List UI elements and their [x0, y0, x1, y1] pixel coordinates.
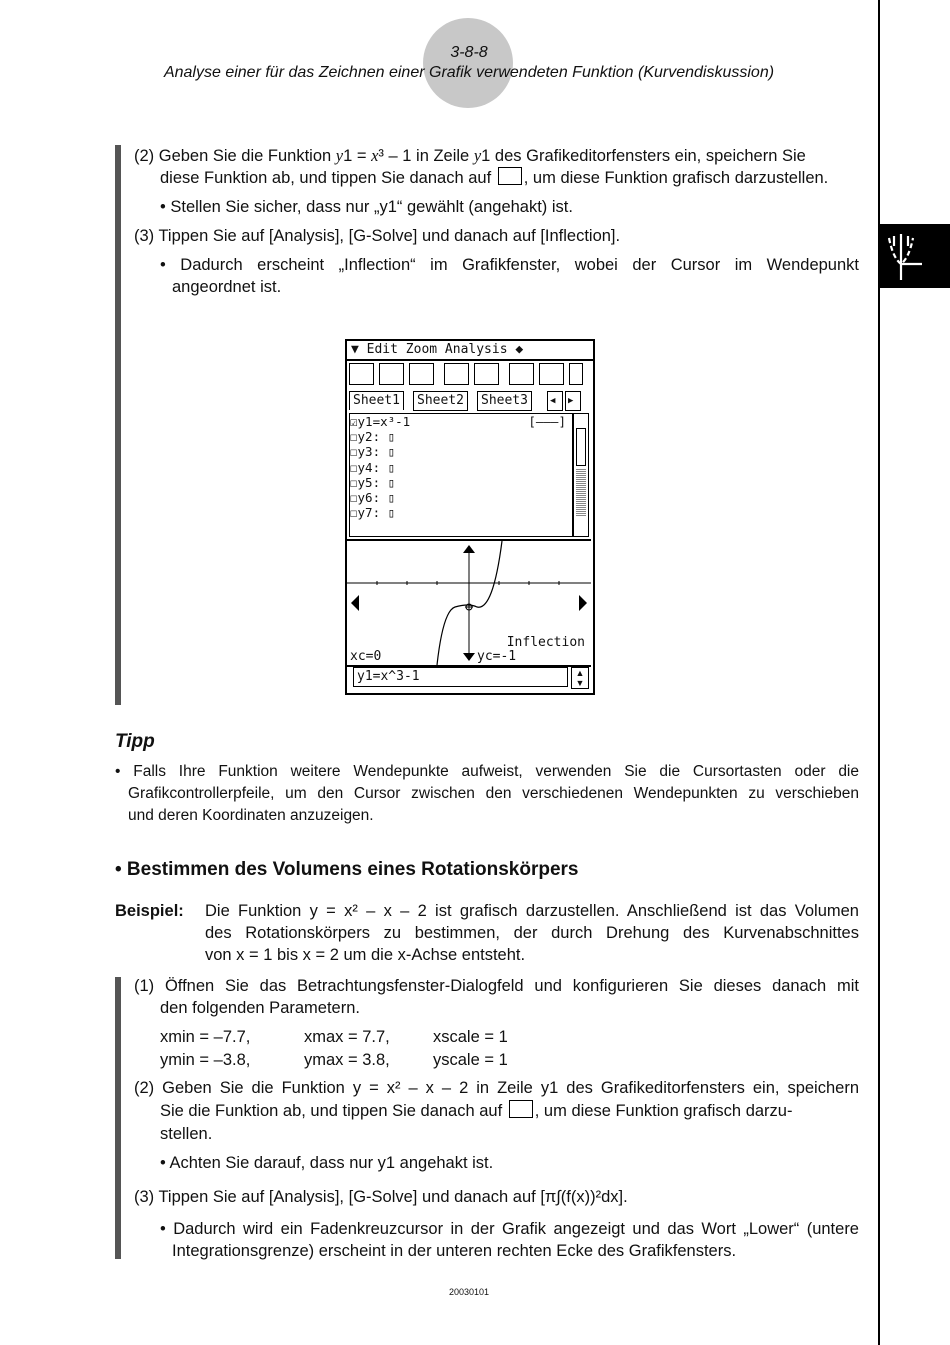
page-number: 3-8-8 — [450, 44, 488, 61]
tipp-line1: • Falls Ihre Funktion weitere Wendepunkte aufweist, verwenden Sie die Cursortasten oder die — [115, 763, 859, 780]
s2-step1-line1: (1) Öffnen Sie das Betrachtungsfenster-Dialogfeld und konfigurieren Sie dieses danach mit — [134, 977, 859, 995]
param-xmin: xmin = –7.7, — [160, 1028, 251, 1046]
example-line3: von x = 1 bis x = 2 um die x-Achse entsteht. — [205, 946, 526, 964]
scroll-track[interactable] — [576, 468, 586, 516]
menu-more-icon[interactable]: ◆ — [515, 342, 524, 357]
procedure-bar — [115, 977, 121, 1259]
scroll-right-icon — [579, 595, 587, 611]
function-row[interactable]: ☐y5: ▯ — [350, 474, 396, 490]
page-number-badge — [423, 18, 513, 108]
function-row[interactable]: ☐y6: ▯ — [350, 490, 396, 506]
entry-scroll-icon[interactable]: ▲ ▼ — [571, 667, 589, 689]
tipp-heading: Tipp — [115, 731, 155, 752]
param-ymin: ymin = –3.8, — [160, 1051, 251, 1069]
tab-sheet2[interactable]: Sheet2 — [413, 391, 468, 411]
s1-bullet2-line1: • Dadurch erscheint „Inflection“ im Grafikfenster, wobei der Cursor im Wendepunkt — [160, 256, 859, 274]
s1-step2-line2: diese Funktion ab, und tippen Sie danach auf , um diese Funktion grafisch darzustellen. — [160, 169, 829, 187]
inflection-label: Inflection — [506, 635, 585, 650]
tipp-line2: Grafikcontrollerpfeile, um den Cursor zwischen den verschiedenen Wendepunkten zu verschieben — [128, 785, 859, 802]
scroll-up-icon — [463, 545, 475, 553]
function-list — [349, 413, 573, 537]
procedure-bar — [115, 145, 121, 705]
page-title: Analyse einer für das Zeichnen einer Grafik verwendeten Funktion (Kurvendiskussion) — [163, 64, 775, 81]
scroll-down-icon — [463, 653, 475, 661]
menu-bar[interactable] — [347, 341, 593, 361]
param-yscale: yscale = 1 — [433, 1051, 508, 1069]
toolbar-button-7[interactable] — [539, 363, 564, 385]
graph-chapter-icon — [880, 224, 950, 288]
example-line2: des Rotationskörpers zu bestimmen, der durch Drehung des Kurvenabschnittes — [205, 924, 859, 942]
graph-button-icon — [498, 167, 522, 185]
s1-step3: (3) Tippen Sie auf [Analysis], [G-Solve] und danach auf [Inflection]. — [134, 227, 621, 245]
function-row[interactable]: ☑y1=x³-1 [———] — [350, 414, 566, 429]
param-xmax: xmax = 7.7, — [304, 1028, 390, 1046]
toolbar-button-6[interactable] — [509, 363, 534, 385]
tab-next-icon[interactable]: ▶ — [565, 391, 581, 411]
graph-button-icon — [509, 1100, 533, 1118]
scroll-thumb[interactable] — [576, 428, 586, 466]
section-heading: • Bestimmen des Volumens eines Rotationskörpers — [115, 859, 579, 880]
s2-bullet2-line2: Integrationsgrenze) erscheint in der unteren rechten Ecke des Grafikfensters. — [172, 1242, 737, 1260]
xc-readout: xc=0 — [350, 649, 382, 664]
param-xscale: xscale = 1 — [433, 1028, 508, 1046]
chapter-tab — [880, 224, 950, 288]
calculator-screen — [345, 339, 595, 695]
s2-bullet2-line1: • Dadurch wird ein Fadenkreuzcursor in der Grafik angezeigt und das Wort „Lower“ (untere — [160, 1220, 859, 1238]
function-row[interactable]: ☐y3: ▯ — [350, 444, 396, 460]
tab-prev-icon[interactable]: ◀ — [547, 391, 563, 411]
yc-readout: yc=-1 — [477, 649, 517, 664]
toolbar-button-2[interactable] — [379, 363, 404, 385]
menu-labels[interactable]: Edit Zoom Analysis — [366, 342, 508, 357]
toolbar-button-1[interactable] — [349, 363, 374, 385]
tab-sheet1[interactable]: Sheet1 — [349, 391, 404, 410]
example-line1: Die Funktion y = x² – x – 2 ist grafisch darzustellen. Anschließend ist das Volumen — [205, 902, 859, 920]
s2-step1-line2: den folgenden Parametern. — [160, 999, 360, 1017]
function-row[interactable]: ☐y2: ▯ — [350, 429, 396, 445]
s2-step3: (3) Tippen Sie auf [Analysis], [G-Solve] und danach auf [π∫(f(x))²dx]. — [134, 1188, 628, 1206]
s2-step2-line3: stellen. — [160, 1125, 213, 1143]
s2-step2-line1: (2) Geben Sie die Funktion y = x² – x – 2 in Zeile y1 des Grafikeditorfensters ein, speichern — [134, 1079, 859, 1097]
margin-rule — [878, 0, 880, 1345]
toolbar-button-5[interactable] — [474, 363, 499, 385]
s1-step2-line1: (2) Geben Sie die Funktion y1 = x³ – 1 in Zeile y1 des Grafikeditorfensters ein, speichern Sie — [134, 146, 806, 165]
toolbar-button-3[interactable] — [409, 363, 434, 385]
menu-down-icon[interactable]: ▼ — [351, 342, 359, 357]
example-label: Beispiel: — [115, 902, 184, 920]
line-style[interactable]: [———] — [528, 414, 566, 429]
s1-bullet2-line2: angeordnet ist. — [172, 278, 282, 296]
s2-step2-line2: Sie die Funktion ab, und tippen Sie danach auf , um diese Funktion grafisch darzu- — [160, 1102, 793, 1120]
s2-bullet1: • Achten Sie darauf, dass nur y1 angehakt ist. — [160, 1154, 494, 1172]
function-list-scrollbar[interactable] — [573, 413, 589, 537]
function-row[interactable]: ☐y4: ▯ — [350, 459, 396, 475]
entry-line[interactable]: y1=x^3-1 — [353, 667, 568, 687]
toolbar-button-4[interactable] — [444, 363, 469, 385]
tab-sheet3[interactable]: Sheet3 — [477, 391, 532, 411]
s1-bullet1: • Stellen Sie sicher, dass nur „y1“ gewählt (angehakt) ist. — [160, 198, 573, 216]
function-row[interactable]: ☐y7: ▯ — [350, 505, 396, 521]
tipp-line3: und deren Koordinaten anzuzeigen. — [128, 807, 374, 824]
footer-date: 20030101 — [448, 1287, 490, 1297]
param-ymax: ymax = 3.8, — [304, 1051, 390, 1069]
graph-window[interactable] — [347, 539, 591, 667]
toolbar-scroll-right[interactable] — [569, 363, 583, 385]
scroll-left-icon — [351, 595, 359, 611]
